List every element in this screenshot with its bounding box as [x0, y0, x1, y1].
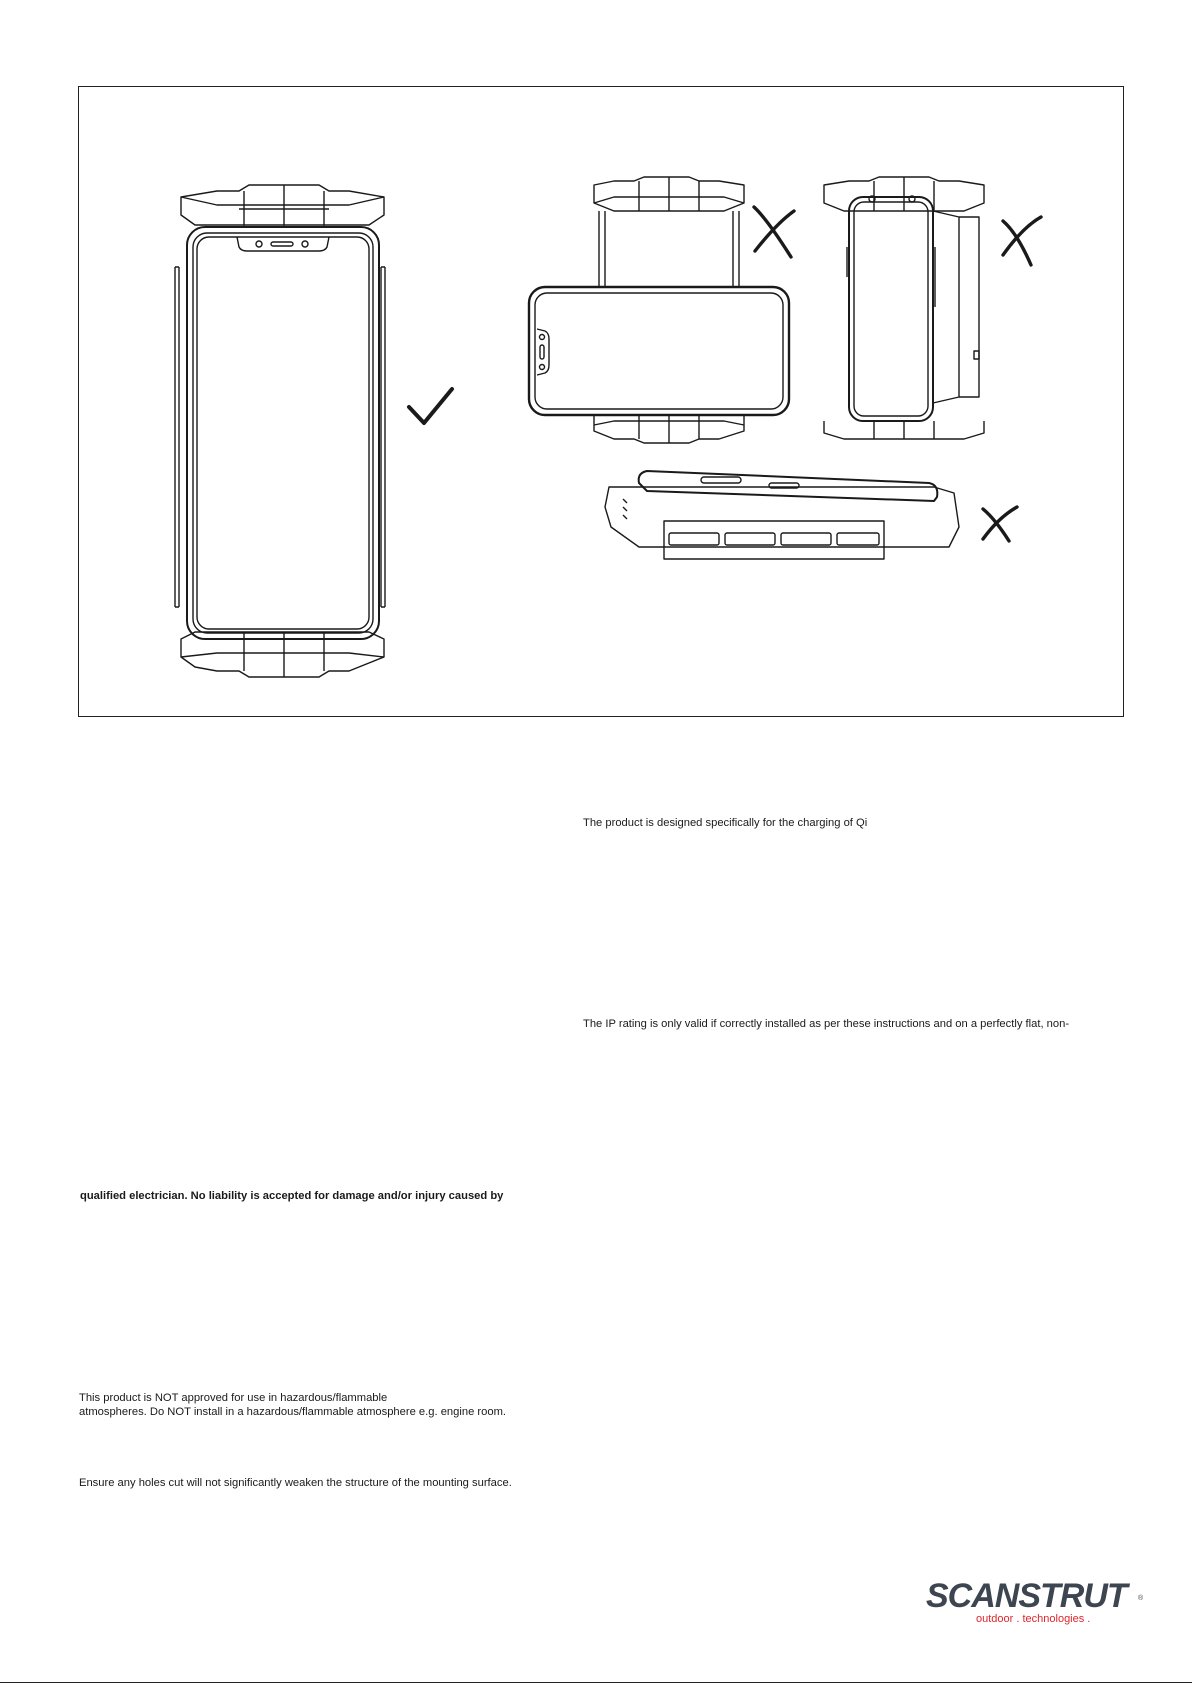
cross-icon: [754, 207, 794, 257]
ip-rating-note: The IP rating is only valid if correctly installed as per these instructions and on a perfectly flat, non-: [583, 1018, 1070, 1030]
cross-icon: [983, 507, 1017, 541]
scanstrut-logo: [920, 1577, 1150, 1631]
installation-figure: [78, 86, 1124, 717]
brand-name: SCANSTRUT: [926, 1577, 1127, 1615]
hazard-warning-line-1: This product is NOT approved for use in hazardous/flammable: [79, 1392, 388, 1404]
holes-structure-note: Ensure any holes cut will not significantly weaken the structure of the mounting surface.: [79, 1477, 512, 1489]
side-phone-illustration: [824, 177, 984, 439]
portrait-phone-illustration: [175, 185, 385, 677]
page-bottom-rule: [0, 1682, 1192, 1683]
landscape-phone-illustration: [529, 177, 789, 443]
electrician-warning: qualified electrician. No liability is accepted for damage and/or injury caused by: [80, 1190, 504, 1202]
registered-mark: ®: [1138, 1595, 1144, 1602]
check-icon: [409, 389, 452, 423]
hazard-warning-line-2: atmospheres. Do NOT install in a hazardous/flammable atmosphere e.g. engine room.: [79, 1406, 506, 1418]
qi-charging-note: The product is designed specifically for the charging of Qi: [583, 817, 868, 829]
flat-phone-illustration: [605, 471, 959, 559]
cross-icon: [1003, 217, 1041, 265]
brand-tagline: outdoor . technologies .: [976, 1613, 1091, 1625]
